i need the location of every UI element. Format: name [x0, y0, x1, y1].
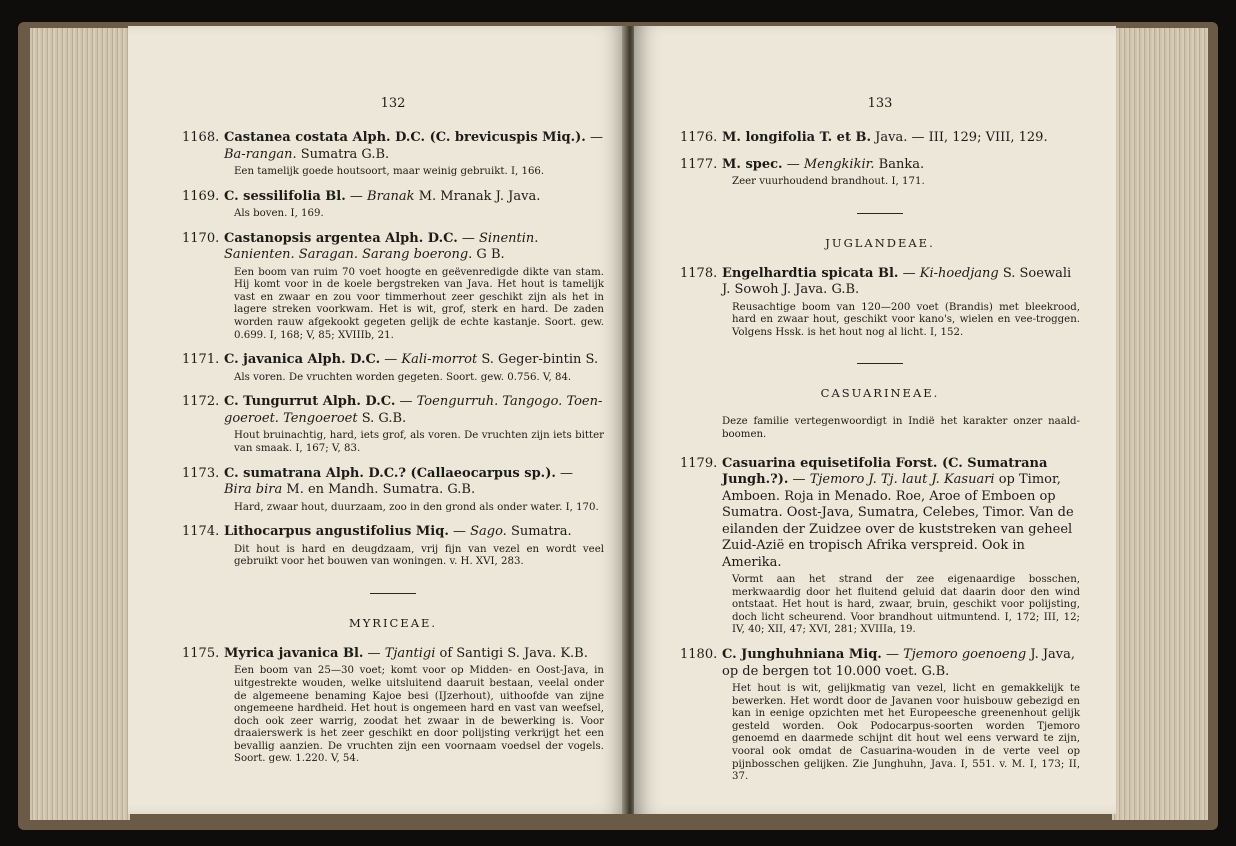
entry-description: Het hout is wit, gelijkmatig van vezel, licht en gemakkelijk te bewerken. Het wordt door de Javanen voor huisbouw gebezigd en kan in eenige opzichten met het Europeesche greenenhout gelijk gesteld worden. Ook Podocarpus-soorten worden Tjemoro genoemd en daarmede schijnt dit hout wel eens verward te zijn, vooral ook omdat de Casuarina-wouden in de verte veel op pijnbosschen gelijken. Zie Junghuhn, Java. I, 551. v. M. I, 173; II, 37. — [732, 683, 1080, 783]
entry-heading — [182, 645, 604, 663]
entry-number: 1178. — [680, 265, 718, 281]
species-name: Castanea costata Alph. D.C. (C. brevicuspis Miq.). — [224, 130, 586, 145]
entry-description: Reusachtige boom van 120—200 voet (Brandis) met bleekrood, hard en zwaar hout, geschikt voor kano's, wielen en vee-troggen. Volgens Hssk. is het hout nog al licht. I, 152. — [732, 301, 1080, 338]
page-number: 133 — [867, 96, 893, 111]
region-info: G B. — [472, 247, 505, 263]
entry-dash: — — [363, 645, 385, 661]
entry-1178 — [680, 266, 1080, 340]
page-number: 132 — [380, 96, 406, 111]
entry-1175 — [182, 646, 604, 766]
species-name: Myrica javanica Bl. — [224, 645, 364, 661]
entry-number: 1169. — [182, 188, 220, 204]
entry-1173 — [182, 466, 604, 515]
entry-dash: — — [380, 352, 402, 368]
entry-description: Als boven. I, 169. — [234, 208, 324, 220]
species-name: Castanopsis argentea Alph. D.C. — [224, 230, 458, 246]
species-name: C. sumatrana Alph. D.C.? (Callaeocarpus sp.). — [224, 465, 556, 481]
entry-description: Hout bruinachtig, hard, iets grof, als voren. De vruchten zijn iets bitter van smaak. I, 167; V, 83. — [234, 430, 604, 454]
entry-dash: — — [782, 156, 804, 172]
entry-description: Een boom van 25—30 voet; komt voor op Midden- en Oost-Java, in uitgestrekte wouden, welke uitsluitend daaruit bestaan, veelal onder de algemeene benaming Kajoe besi (IJzerhout), uithoofde van zijne ongemeene hardheid. Het hout is ongemeen hard en vast van weefsel, doch ook zeer warrig, zoodat het zwaar in de bewerking is. Voor draaierswerk is het zeer geschikt en door polijsting verkrijgt het een bevallig aanzien. De vruchten zijn een voornaam voedsel der vogels. Soort. gew. 1.220. V, 54. — [234, 665, 604, 765]
entry-dash: Java. — III, 129; VIII, 129. — [871, 130, 1048, 145]
species-name: Casuarina equisetifolia Forst. (C. Sumatrana Jungh.?). — [722, 455, 1048, 488]
entry-heading — [182, 188, 604, 206]
entry-dash: — — [898, 265, 920, 281]
entry-heading — [680, 156, 1080, 174]
region-info: S. Geger-bintin S. — [477, 352, 599, 368]
entry-dash: — — [585, 130, 603, 145]
local-names: Tjemoro J. Tj. laut J. Kasuari — [809, 472, 995, 488]
species-name: C. Tungurrut Alph. D.C. — [224, 394, 396, 410]
entry-number: 1179. — [680, 455, 718, 471]
entry-1172 — [182, 394, 604, 455]
entry-number: 1173. — [182, 465, 220, 481]
section-intro: Deze familie vertegenwoordigt in Indië het karakter onzer naald-boomen. — [722, 416, 1080, 440]
entry-description: Zeer vuurhoudend brandhout. I, 171. — [732, 176, 925, 187]
entry-1169 — [182, 189, 604, 221]
region-info: M. en Mandh. Sumatra. G.B. — [282, 482, 476, 498]
local-names: Kali-morrot — [401, 352, 478, 368]
local-names: Ba-rangan. — [224, 146, 297, 162]
entry-1168 — [182, 130, 604, 179]
entry-number: 1170. — [182, 230, 220, 246]
local-names: Sago. — [470, 524, 507, 540]
entry-number: 1180. — [680, 647, 718, 663]
entry-description: Een tamelijk goede houtsoort, maar weinig gebruikt. I, 166. — [234, 166, 545, 177]
entry-heading — [182, 352, 604, 369]
section-rule — [857, 213, 903, 214]
species-name: M. longifolia T. et B. — [722, 130, 871, 145]
region-info: S. Soewali J. Sowoh J. Java. G.B. — [722, 265, 1072, 298]
region-info: S. G.B. — [357, 410, 407, 426]
region-info: Sumatra. — [506, 524, 572, 540]
entry-1180 — [680, 647, 1080, 784]
section-rule — [370, 593, 416, 594]
entry-heading — [182, 524, 604, 541]
local-names: Ki-hoedjang — [919, 265, 999, 281]
local-names: Toengurruh. Tangogo. Toen-goeroet. Tengoeroet — [224, 394, 603, 426]
entry-heading — [182, 230, 604, 264]
entry-1170 — [182, 231, 604, 343]
region-info: of Santigi S. Java. K.B. — [435, 645, 588, 661]
entry-dash: — — [345, 188, 368, 204]
page-edges-left — [30, 28, 130, 820]
entry-heading — [182, 394, 604, 427]
entry-1171 — [182, 352, 604, 384]
region-info: op Timor, Amboen. Roja in Menado. Roe, Aroe of Emboen op Sumatra. Oost-Java, Sumatra, Celebes, Timor. Van de eilanden der Zuidzee over de kuststreken van geheel Zuid-Azië en tropisch Afrika verspreid. Ook in Amerika. — [722, 472, 1074, 570]
entry-1177 — [680, 157, 1080, 189]
region-info: Sumatra G.B. — [296, 146, 390, 162]
entry-dash: — — [555, 465, 574, 481]
species-name: C. javanica Alph. D.C. — [224, 352, 381, 368]
entry-heading — [182, 130, 604, 163]
entry-heading — [680, 265, 1080, 299]
entry-dash: — — [788, 472, 810, 488]
entry-description: Dit hout is hard en deugdzaam, vrij fijn van vezel en wordt veel gebruikt voor het bouwen van woningen. v. H. XVI, 283. — [234, 543, 604, 568]
species-name: C. Junghuhniana Miq. — [722, 647, 882, 663]
entry-heading — [680, 647, 1080, 680]
entry-number: 1174. — [182, 524, 220, 540]
entry-description: Hard, zwaar hout, duurzaam, zoo in den grond als onder water. I, 170. — [234, 501, 599, 513]
entry-dash: — — [881, 647, 904, 663]
entry-number: 1177. — [680, 156, 718, 172]
species-name: M. spec. — [722, 156, 783, 172]
section-title: JUGLANDEAE. — [825, 235, 935, 250]
entry-number: 1171. — [182, 352, 220, 368]
entry-dash: — — [395, 394, 417, 410]
region-info: J. Java, op de bergen tot 10.000 voet. G.B. — [722, 647, 1076, 679]
entry-number: 1176. — [680, 130, 718, 145]
entry-number: 1172. — [182, 394, 220, 410]
right-page — [634, 26, 1116, 814]
entry-1174 — [182, 524, 604, 569]
left-page — [128, 26, 626, 814]
section-title: CASUARINEAE. — [820, 386, 940, 401]
section-title: MYRICEAE. — [348, 615, 438, 630]
local-names: Tjemoro goenoeng — [903, 647, 1027, 663]
local-names: Mengkikir. — [803, 156, 875, 172]
entry-1179 — [680, 456, 1080, 637]
local-names: Branak — [367, 188, 415, 204]
entry-1176 — [680, 130, 1080, 147]
entry-number: 1168. — [182, 130, 220, 145]
entry-heading — [680, 455, 1080, 572]
entry-dash: — — [448, 524, 471, 540]
local-names: Bira bira — [224, 482, 283, 498]
entry-heading — [182, 465, 604, 499]
entry-heading — [680, 130, 1080, 147]
entry-description: Als voren. De vruchten worden gegeten. Soort. gew. 0.756. V, 84. — [234, 371, 572, 383]
entry-number: 1175. — [182, 645, 220, 661]
local-names: Sinentin. Sanienten. Saragan. Sarang boerong. — [224, 230, 539, 263]
region-info: Banka. — [874, 156, 925, 172]
local-names: Tjantigi — [384, 645, 436, 661]
entry-description: Vormt aan het strand der zee eigenaardige bosschen, merkwaardig door het fluitend geluid dat daarin door den wind ontstaat. Het hout is hard, zwaar, bruin, geschikt voor polijsting, doch licht scheurend. Voor brandhout uitmuntend. I, 172; III, 12; IV, 40; XII, 47; XVI, 281; XVIIIa, 19. — [732, 574, 1080, 636]
entry-description: Een boom van ruim 70 voet hoogte en geëvenredigde dikte van stam. Hij komt voor in de koele bergstreken van Java. Het hout is tamelijk vast en zwaar en zou voor timmerhout zeer geschikt zijn als het in lagere streken voorkwam. Het is wit, grof, sterk en hard. De zaden worden rauw afgekookt gegeten gelijk de echte kastanje. Soort. gew. 0.699. I, 168; V, 85; XVIIIb, 21. — [234, 266, 604, 341]
region-info: M. Mranak J. Java. — [414, 188, 541, 204]
entry-dash: — — [457, 230, 480, 246]
species-name: Engelhardtia spicata Bl. — [722, 265, 899, 281]
species-name: C. sessilifolia Bl. — [224, 188, 346, 204]
species-name: Lithocarpus angustifolius Miq. — [224, 524, 449, 540]
section-rule — [857, 363, 903, 364]
page-edges-right — [1112, 28, 1208, 820]
